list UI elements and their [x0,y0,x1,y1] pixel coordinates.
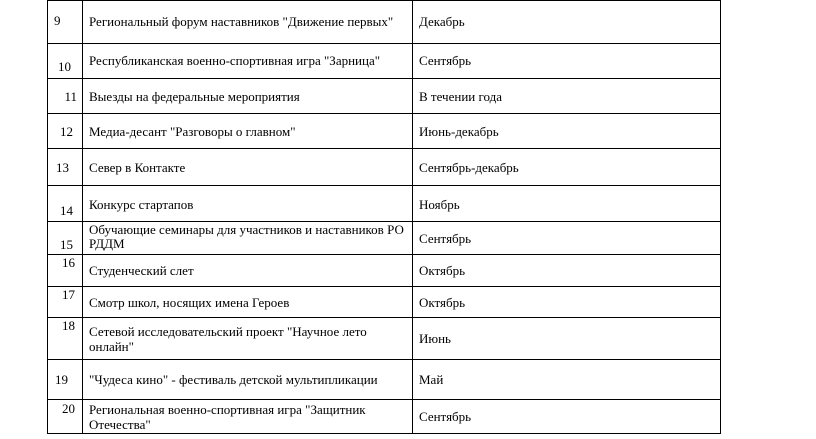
event-date: Ноябрь [419,197,460,212]
event-date-cell [413,1,721,44]
event-date: Сентябрь-декабрь [419,159,519,175]
event-date-cell [413,287,721,318]
event-date-cell [413,360,721,400]
table-row [48,255,721,287]
event-name: Региональный форум наставников "Движение первых" [89,14,394,29]
event-name: Медиа-десант "Разговоры о главном" [89,123,296,139]
row-number-cell [48,360,83,400]
event-name: Студенческий слет [89,263,194,278]
event-date: Сентябрь [419,53,472,68]
table-row [48,1,721,44]
row-number: 9 [54,13,61,28]
row-number: 16 [62,255,75,270]
event-name-cell [83,114,413,149]
event-name: "Чудеса кино" - фестиваль детской мультипликации [89,372,378,387]
events-table [47,0,721,434]
row-number: 20 [62,401,75,416]
row-number-cell [48,318,83,360]
event-date: Октябрь [419,263,466,278]
event-date-cell [413,255,721,287]
event-name-cell [83,79,413,114]
row-number-cell [48,114,83,149]
table-row [48,114,721,149]
row-number: 15 [60,237,73,252]
row-number-cell [48,1,83,44]
row-number-cell [48,222,83,255]
event-date-cell [413,44,721,79]
event-name: Сетевой исследовательский проект "Научное лето онлайн" [89,323,367,354]
event-name-cell [83,186,413,222]
event-name: Север в Контакте [89,159,186,175]
row-number: 17 [62,287,75,302]
event-date-cell [413,318,721,360]
event-date: Сентябрь [419,230,472,246]
table-row [48,287,721,318]
event-date: Май [419,372,444,387]
event-name-cell [83,287,413,318]
row-number: 12 [60,123,73,139]
event-date-cell [413,79,721,114]
table-row [48,79,721,114]
event-date: В течении года [419,88,502,104]
event-date-cell [413,400,721,434]
event-name-cell [83,318,413,360]
event-name: Обучающие семинары для участников и наставников РО РДДМ [89,222,404,251]
event-name-cell [83,360,413,400]
event-name-cell [83,149,413,186]
row-number: 18 [62,318,75,333]
row-number: 19 [55,372,68,387]
event-name-cell [83,1,413,44]
table-row [48,360,721,400]
event-date: Июнь [419,331,451,346]
table-row [48,318,721,360]
event-name: Региональная военно-спортивная игра "Защитник Отечества" [89,401,366,432]
event-date: Декабрь [419,14,465,29]
event-name: Республиканская военно-спортивная игра "Зарница" [89,53,381,68]
event-name: Смотр школ, носящих имена Героев [89,294,290,310]
event-name-cell [83,400,413,434]
event-name-cell [83,255,413,287]
event-name: Выезды на федеральные мероприятия [89,88,300,104]
row-number: 10 [58,59,71,74]
row-number-cell [48,186,83,222]
table-row [48,44,721,79]
event-date-cell [413,186,721,222]
row-number-cell [48,79,83,114]
table-row [48,400,721,434]
row-number-cell [48,287,83,318]
row-number: 11 [64,88,77,104]
row-number: 13 [56,159,69,175]
table-row [48,222,721,255]
row-number-cell [48,400,83,434]
event-date: Октябрь [419,294,466,310]
event-date-cell [413,222,721,255]
event-date: Июнь-декабрь [419,123,499,139]
row-number-cell [48,149,83,186]
event-date-cell [413,149,721,186]
table-row [48,149,721,186]
row-number-cell [48,255,83,287]
event-name-cell [83,44,413,79]
event-name-cell [83,222,413,255]
row-number-cell [48,44,83,79]
event-date-cell [413,114,721,149]
event-date: Сентябрь [419,409,472,424]
row-number: 14 [60,203,73,218]
table-row [48,186,721,222]
event-name: Конкурс стартапов [89,197,194,212]
